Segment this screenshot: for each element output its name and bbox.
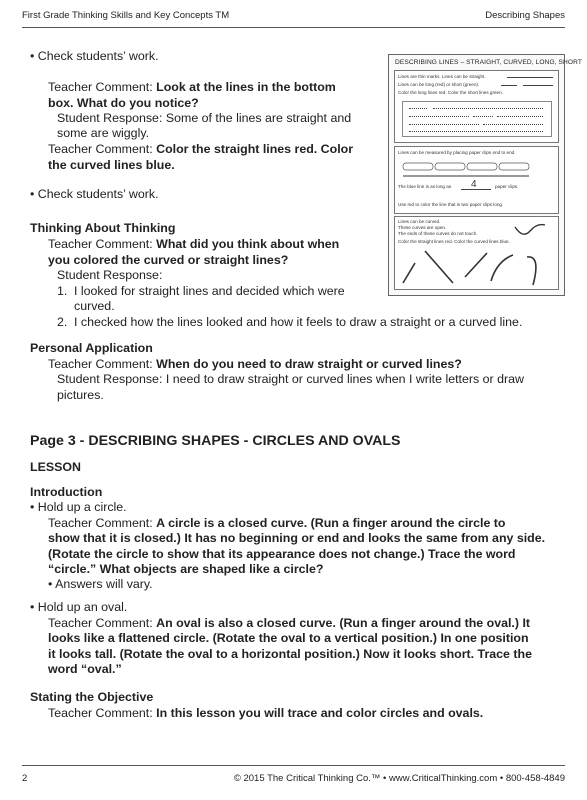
worksheet-box-3	[394, 216, 559, 290]
instruction: • Hold up an oval.	[30, 600, 128, 614]
worksheet-line	[409, 116, 469, 117]
teacher-comment-text: show that it is closed.) It has no beginning or end and looks the same from any side.	[48, 531, 546, 545]
teacher-comment-text: In this lesson you will trace and color circles and ovals.	[156, 706, 484, 720]
section-heading: Thinking About Thinking	[30, 221, 176, 235]
teacher-comment-text: A circle is a closed curve. (Run a finger around the circle to	[156, 516, 506, 530]
teacher-comment	[48, 142, 353, 158]
page-footer	[22, 773, 565, 784]
teacher-comment-text: When do you need to draw straight or curved lines?	[156, 357, 462, 371]
student-response: Student Response: Some of the lines are straight and	[57, 111, 352, 125]
section-heading: Introduction	[30, 485, 103, 499]
teacher-comment	[48, 80, 336, 96]
list-item-number: 1.	[57, 284, 68, 298]
teacher-comment-label: Teacher Comment:	[48, 357, 153, 371]
worksheet-line	[433, 108, 543, 109]
worksheet-text: These curves are open.	[398, 225, 447, 230]
header-left: First Grade Thinking Skills and Key Concepts TM	[22, 10, 230, 21]
worksheet-line	[523, 85, 553, 86]
answers: • Answers will vary.	[48, 577, 153, 591]
worksheet-text: Use red to color the line that is two paper clips long.	[398, 202, 504, 207]
worksheet-thumbnail	[388, 54, 583, 296]
teacher-comment-text: “circle.” What objects are shaped like a circle?	[48, 562, 324, 576]
worksheet-text: Color the straight lines red. Color the curved lines blue.	[398, 239, 510, 244]
teacher-comment-label: Teacher Comment:	[48, 80, 153, 94]
teacher-comment-text: box. What do you notice?	[48, 96, 199, 110]
worksheet-text: Lines can be curved.	[398, 219, 441, 224]
worksheet-box-1	[394, 70, 559, 143]
worksheet-blank	[461, 189, 491, 190]
worksheet-line	[501, 85, 517, 86]
worksheet-line	[409, 131, 543, 132]
teacher-comment-label: Teacher Comment:	[48, 142, 153, 156]
teacher-comment-text: Color the straight lines red. Color	[156, 142, 354, 156]
teacher-comment-text: Look at the lines in the bottom	[156, 80, 336, 94]
lesson-heading: LESSON	[30, 460, 81, 474]
teacher-comment-text: looks like a flattened circle. (Rotate the oval to a vertical position.) In one position	[48, 631, 529, 645]
worksheet-line	[507, 77, 553, 78]
worksheet-line	[483, 124, 543, 125]
page-number: 2	[22, 773, 28, 784]
worksheet-line	[497, 116, 543, 117]
teacher-comment-label: Teacher Comment:	[48, 616, 153, 630]
teacher-comment-label: Teacher Comment:	[48, 237, 153, 251]
teacher-comment-label: Teacher Comment:	[48, 706, 153, 720]
list-item: I looked for straight lines and decided which were	[74, 284, 345, 298]
teacher-comment-text: you colored the curved or straight lines?	[48, 253, 289, 267]
worksheet-answer: 4	[471, 179, 477, 190]
teacher-comment	[48, 706, 483, 722]
worksheet-text: Lines can be long (red) or short (green).	[398, 82, 480, 87]
worksheet-title: DESCRIBING LINES – STRAIGHT, CURVED, LONG, SHORT	[395, 59, 583, 66]
list-item: curved.	[74, 299, 115, 313]
page-header	[22, 10, 565, 21]
list-item-number: 2.	[57, 315, 68, 329]
worksheet-text: The ends of these curves do not touch.	[398, 231, 478, 236]
teacher-comment-text: it looks tall. (Rotate the oval to a horizontal position.) Now it looks short. Trace the	[48, 647, 532, 661]
worksheet-text: The blue line is as long as	[398, 184, 452, 189]
teacher-comment-text: An oval is also a closed curve. (Run a finger around the oval.) It	[156, 616, 531, 630]
teacher-comment	[48, 357, 462, 373]
teacher-comment-text: (Rotate the circle to show that its appearance does not change.) Trace the word	[48, 547, 516, 561]
worksheet-text: Lines are thin marks. Lines can be straight.	[398, 74, 486, 79]
worksheet-text: paper clips.	[495, 184, 519, 189]
section-heading: Stating the Objective	[30, 690, 154, 704]
teacher-comment-text: What did you think about when	[156, 237, 340, 251]
worksheet-line	[409, 124, 479, 125]
teacher-comment-label: Teacher Comment:	[48, 516, 153, 530]
check-students-work: • Check students’ work.	[30, 49, 159, 63]
teacher-comment-text: word “oval.”	[48, 662, 122, 676]
section-heading: Personal Application	[30, 341, 153, 355]
paperclip-row	[399, 159, 553, 181]
worksheet-drawing-area	[402, 101, 552, 137]
footer-copyright: © 2015 The Critical Thinking Co.™ • www.CriticalThinking.com • 800-458-4849	[233, 773, 565, 784]
teacher-comment-text: the curved lines blue.	[48, 158, 175, 172]
check-students-work: • Check students’ work.	[30, 187, 159, 201]
header-right: Describing Shapes	[485, 10, 565, 21]
list-item: I checked how the lines looked and how it feels to draw a straight or a curved line.	[74, 315, 523, 329]
worksheet-text: Color the long lines red. Color the short lines green.	[398, 90, 503, 95]
worksheet-line	[473, 116, 493, 117]
worksheet-box-2	[394, 146, 559, 214]
student-response: Student Response: I need to draw straight or curved lines when I write letters or draw	[57, 372, 524, 386]
teacher-comment	[48, 616, 530, 632]
student-response-label: Student Response:	[57, 268, 163, 282]
instruction: • Hold up a circle.	[30, 500, 127, 514]
worksheet-text: Lines can be measured by placing paper clips end to end.	[398, 150, 516, 155]
student-response: pictures.	[57, 388, 104, 402]
student-response: some are wiggly.	[57, 126, 150, 140]
header-divider	[22, 27, 565, 28]
curves-illustration	[395, 217, 558, 289]
worksheet-line	[409, 108, 427, 109]
teacher-comment	[48, 516, 505, 532]
footer-divider	[22, 765, 565, 766]
teacher-comment	[48, 237, 339, 253]
page3-heading: Page 3 - DESCRIBING SHAPES - CIRCLES AND OVALS	[30, 433, 401, 449]
